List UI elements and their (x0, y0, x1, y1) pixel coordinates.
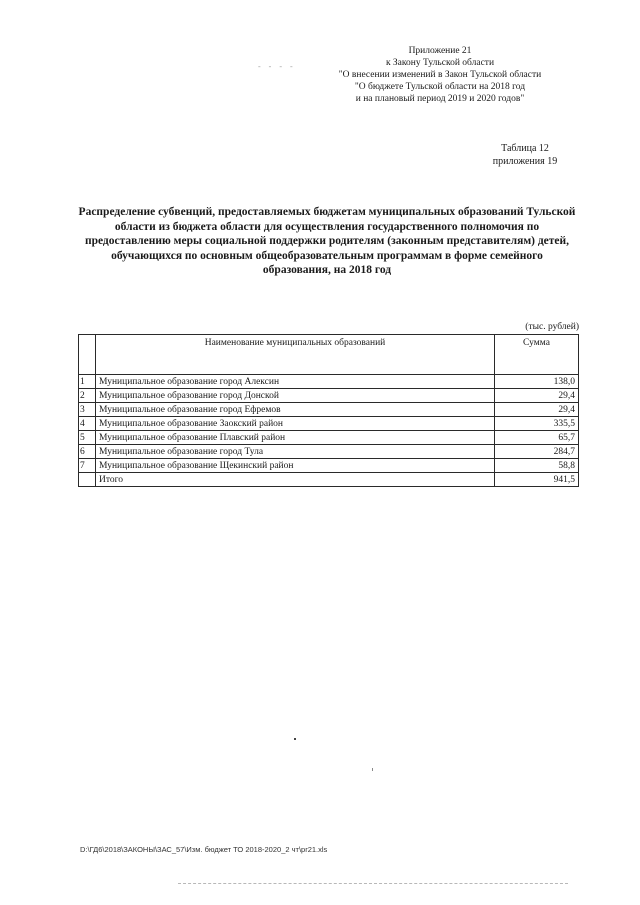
row-name: Муниципальное образование город Ефремов (96, 403, 495, 417)
row-sum: 29,4 (495, 389, 579, 403)
row-number: 7 (79, 459, 96, 473)
header-number (79, 335, 96, 375)
scan-speck (372, 768, 373, 771)
appendix-line: Приложение 21 (408, 46, 472, 56)
row-name: Муниципальное образование Плавский район (96, 431, 495, 445)
table-header-row (79, 335, 579, 375)
row-sum: 58,8 (495, 459, 579, 473)
total-sum: 941,5 (495, 473, 579, 487)
appendix-line: "О бюджете Тульской области на 2018 год (354, 82, 526, 92)
table-ref-line: Таблица 12 (501, 143, 549, 154)
row-number: 4 (79, 417, 96, 431)
header-name: Наименование муниципальных образований (96, 335, 495, 375)
row-sum: 138,0 (495, 375, 579, 389)
row-sum: 29,4 (495, 403, 579, 417)
table-row (79, 459, 579, 473)
appendix-reference (300, 45, 580, 105)
row-name: Муниципальное образование город Донской (96, 389, 495, 403)
row-name: Муниципальное образование город Алексин (96, 375, 495, 389)
scan-marks: - - - - (258, 62, 296, 71)
row-number: 5 (79, 431, 96, 445)
table-row (79, 403, 579, 417)
table-row (79, 431, 579, 445)
row-name: Муниципальное образование Щекинский район (96, 459, 495, 473)
document-title: Распределение субвенций, предоставляемых бюджетам муниципальных образований Тульской области из бюджета области для осуществления государственного полномочия по предоставлению меры социальной поддержки родителям (законным представителям) детей, обучающихся по основным общеобразовательным программам в форме семейного образования, на 2018 год (78, 206, 576, 277)
appendix-line: и на плановый период 2019 и 2020 годов" (355, 94, 525, 104)
table-total-row (79, 473, 579, 487)
row-number: 1 (79, 375, 96, 389)
row-name: Муниципальное образование Заокский район (96, 417, 495, 431)
row-sum: 284,7 (495, 445, 579, 459)
scan-edge-line (178, 883, 568, 885)
subsidy-table (78, 334, 579, 487)
unit-label: (тыс. рублей) (525, 322, 579, 332)
total-label: Итого (96, 473, 495, 487)
table-reference (470, 142, 580, 168)
table-row (79, 389, 579, 403)
row-sum: 65,7 (495, 431, 579, 445)
table-row (79, 375, 579, 389)
header-sum: Сумма (495, 335, 579, 375)
table-row (79, 445, 579, 459)
appendix-line: к Закону Тульской области (385, 58, 495, 68)
row-name: Муниципальное образование город Тула (96, 445, 495, 459)
row-number: 2 (79, 389, 96, 403)
file-path-footer: D:\ГД6\2018\ЗАКОНЫ\ЗАС_57\Изм. бюджет ТО 2018-2020_2 чт\pr21.xls (80, 845, 328, 854)
table-ref-line: приложения 19 (492, 156, 558, 167)
total-number (79, 473, 96, 487)
row-sum: 335,5 (495, 417, 579, 431)
scan-speck (294, 738, 296, 740)
row-number: 3 (79, 403, 96, 417)
table-row (79, 417, 579, 431)
appendix-line: "О внесении изменений в Закон Тульской области (338, 70, 542, 80)
row-number: 6 (79, 445, 96, 459)
